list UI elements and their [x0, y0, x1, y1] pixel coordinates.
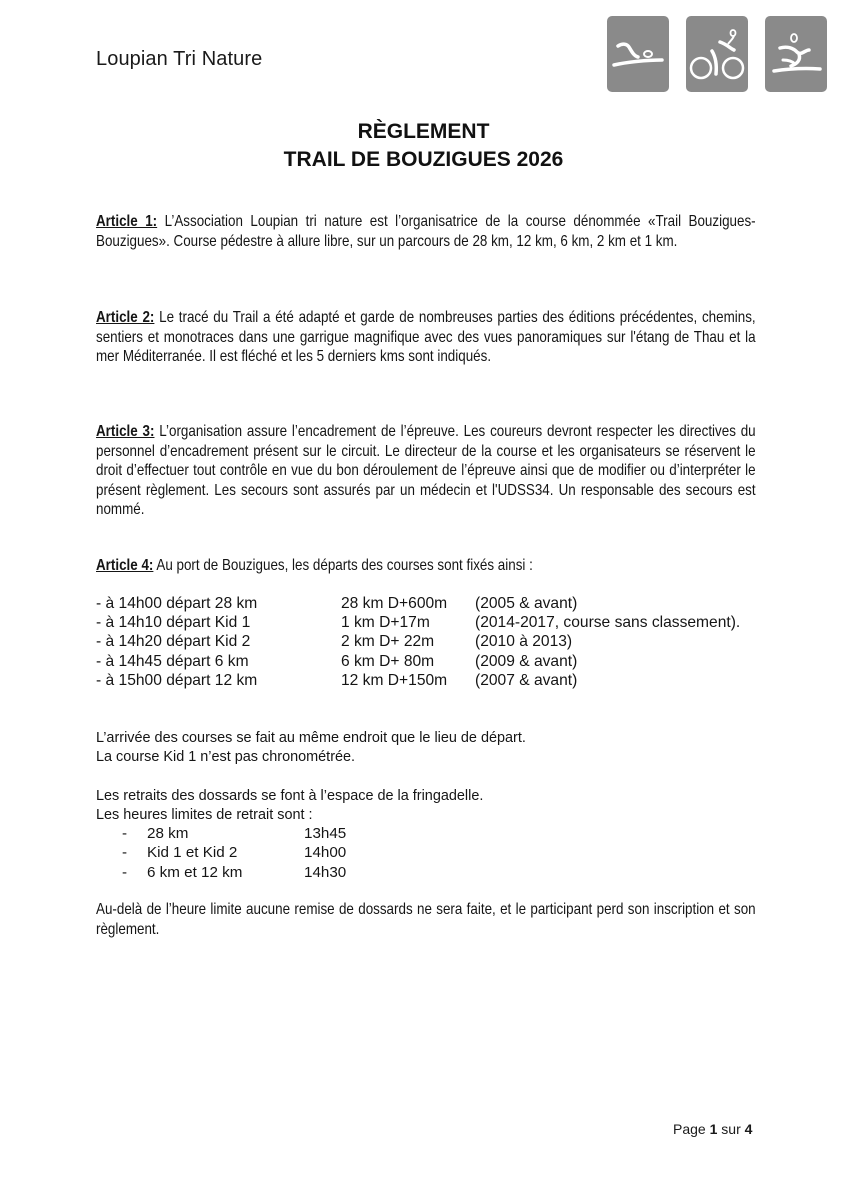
triathlon-icons [607, 16, 828, 93]
course-distance: 2 km D+ 22m [341, 633, 435, 651]
list-dash: - [122, 863, 128, 881]
age-category: (2007 & avant) [475, 671, 578, 689]
course-distance: 12 km D+150m [341, 671, 448, 689]
arrival-line: L’arrivée des courses se fait au même endroit que le lieu de départ. [96, 729, 526, 746]
organization-name: Loupian Tri Nature [96, 48, 263, 70]
kid1-timing-note: La course Kid 1 n’est pas chronométrée. [96, 748, 356, 766]
article-3 [96, 422, 756, 520]
deadline-time: 14h30 [304, 863, 347, 881]
page-prefix: Page [673, 1121, 710, 1137]
deadline-row [96, 863, 496, 882]
deadline-row [96, 843, 496, 862]
schedule-row [96, 632, 796, 651]
page-separator: sur [717, 1121, 745, 1137]
arrival-info [96, 728, 549, 767]
swim-icon [607, 16, 669, 92]
course-distance: 1 km D+17m [341, 614, 430, 632]
age-category: (2014-2017, course sans classement). [475, 614, 741, 632]
title-line-2: TRAIL DE BOUZIGUES 2026 [283, 148, 564, 171]
start-time: - à 14h10 départ Kid 1 [96, 614, 251, 632]
bib-pickup-info [96, 786, 504, 825]
article-label: Article 2: [96, 309, 155, 326]
article-label: Article 1: [96, 213, 158, 230]
article-4 [96, 556, 756, 576]
race-name: 6 km et 12 km [147, 863, 243, 881]
article-text: L’organisation assure l’encadrement de l’épreuve. Les coureurs devront respecter les directives du personnel d’encadrement présent sur le circuit. Le directeur de la course et les organisateurs se réservent le droit d’effectuer tout contrôle en vue du bon déroulement de l’épreuve ainsi que de modifier ou d’interpréter le présent règlement. Les secours sont assurés par un médecin et l'UDSS34. Un responsable des secours est nommé. [96, 423, 756, 518]
start-schedule [96, 594, 796, 690]
total-pages: 4 [744, 1121, 753, 1137]
bib-pickup-deadline-intro: Les heures limites de retrait sont : [96, 806, 313, 824]
schedule-row [96, 652, 796, 671]
list-dash: - [122, 844, 128, 862]
article-label: Article 3: [96, 423, 155, 440]
start-time: - à 14h00 départ 28 km [96, 595, 258, 612]
start-time: - à 15h00 départ 12 km [96, 671, 258, 689]
race-name: 28 km [147, 825, 189, 842]
final-note-text: Au-delà de l’heure limite aucune remise de dossards ne sera faite, et le participant perd son inscription et son règlement. [96, 901, 756, 938]
course-distance: 28 km D+600m [341, 595, 448, 612]
article-text: Le tracé du Trail a été adapté et garde de nombreuses parties des éditions précédentes, chemins, sentiers et monotraces dans une garrigue magnifique avec des vues panoramiques sur l'étang de Thau et la mer Méditerranée. Il est fléché et les 5 derniers kms sont indiqués. [96, 309, 756, 365]
age-category: (2010 à 2013) [475, 633, 573, 651]
deadline-row [96, 824, 496, 843]
current-page: 1 [709, 1121, 718, 1137]
final-note [96, 900, 756, 939]
schedule-row [96, 671, 796, 690]
run-icon [765, 16, 827, 92]
deadline-time: 14h00 [304, 844, 347, 862]
list-dash: - [122, 825, 128, 842]
bike-icon [686, 16, 748, 92]
start-time: - à 14h20 départ Kid 2 [96, 633, 251, 651]
article-text: Au port de Bouzigues, les départs des courses sont fixés ainsi : [153, 557, 533, 574]
course-distance: 6 km D+ 80m [341, 652, 435, 670]
article-label: Article 4: [96, 557, 154, 574]
age-category: (2009 & avant) [475, 652, 578, 670]
bib-pickup-deadlines [96, 824, 496, 882]
title-line-1: RÈGLEMENT [357, 120, 490, 143]
schedule-row [96, 613, 796, 632]
article-2 [96, 308, 756, 367]
article-text: L’Association Loupian tri nature est l’organisatrice de la course dénommée «Trail Bouzigues-Bouzigues». Course pédestre à allure libre, sur un parcours de 28 km, 12 km, 6 km, 2 km et 1 km. [96, 213, 756, 250]
page-number [673, 1121, 752, 1137]
article-1 [96, 212, 756, 251]
document-title [0, 118, 847, 174]
bib-pickup-location: Les retraits des dossards se font à l’espace de la fringadelle. [96, 787, 484, 804]
start-time: - à 14h45 départ 6 km [96, 652, 249, 670]
deadline-time: 13h45 [304, 825, 347, 842]
schedule-row [96, 594, 796, 613]
race-name: Kid 1 et Kid 2 [147, 844, 238, 862]
age-category: (2005 & avant) [475, 595, 578, 612]
